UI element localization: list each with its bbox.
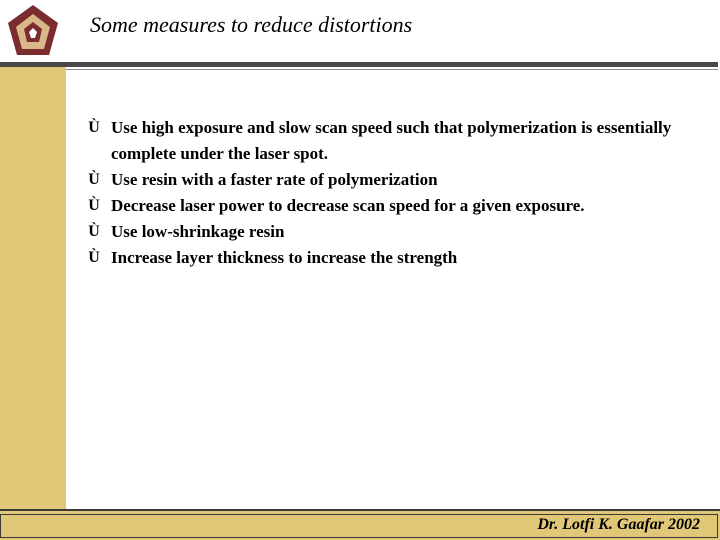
bullet-text: Increase layer thickness to increase the strength (111, 248, 458, 267)
bullet-list (85, 115, 705, 271)
list-item (85, 245, 705, 271)
list-item (85, 219, 705, 245)
bullet-text: Decrease laser power to decrease scan speed for a given exposure. (111, 196, 585, 215)
sidebar-band (0, 66, 66, 510)
list-item (85, 115, 705, 167)
bullet-icon: Ù (88, 249, 100, 266)
bullet-icon: Ù (88, 197, 100, 214)
bullet-icon: Ù (88, 119, 100, 136)
bullet-icon: Ù (88, 171, 100, 188)
footer-author: Dr. Lotfi K. Gaafar 2002 (537, 516, 700, 533)
list-item (85, 193, 705, 219)
header-rule-thin (66, 69, 718, 70)
slide-title: Some measures to reduce distortions (90, 12, 413, 37)
bullet-icon: Ù (88, 223, 100, 240)
header-rule (0, 62, 718, 67)
list-item (85, 167, 705, 193)
university-logo-icon (2, 2, 64, 60)
bullet-text: Use high exposure and slow scan speed such that polymerization is essentially complete under the laser spot. (111, 118, 672, 163)
bullet-text: Use resin with a faster rate of polymerization (111, 170, 438, 189)
footer-rule (0, 509, 720, 511)
bullet-text: Use low-shrinkage resin (111, 222, 285, 241)
